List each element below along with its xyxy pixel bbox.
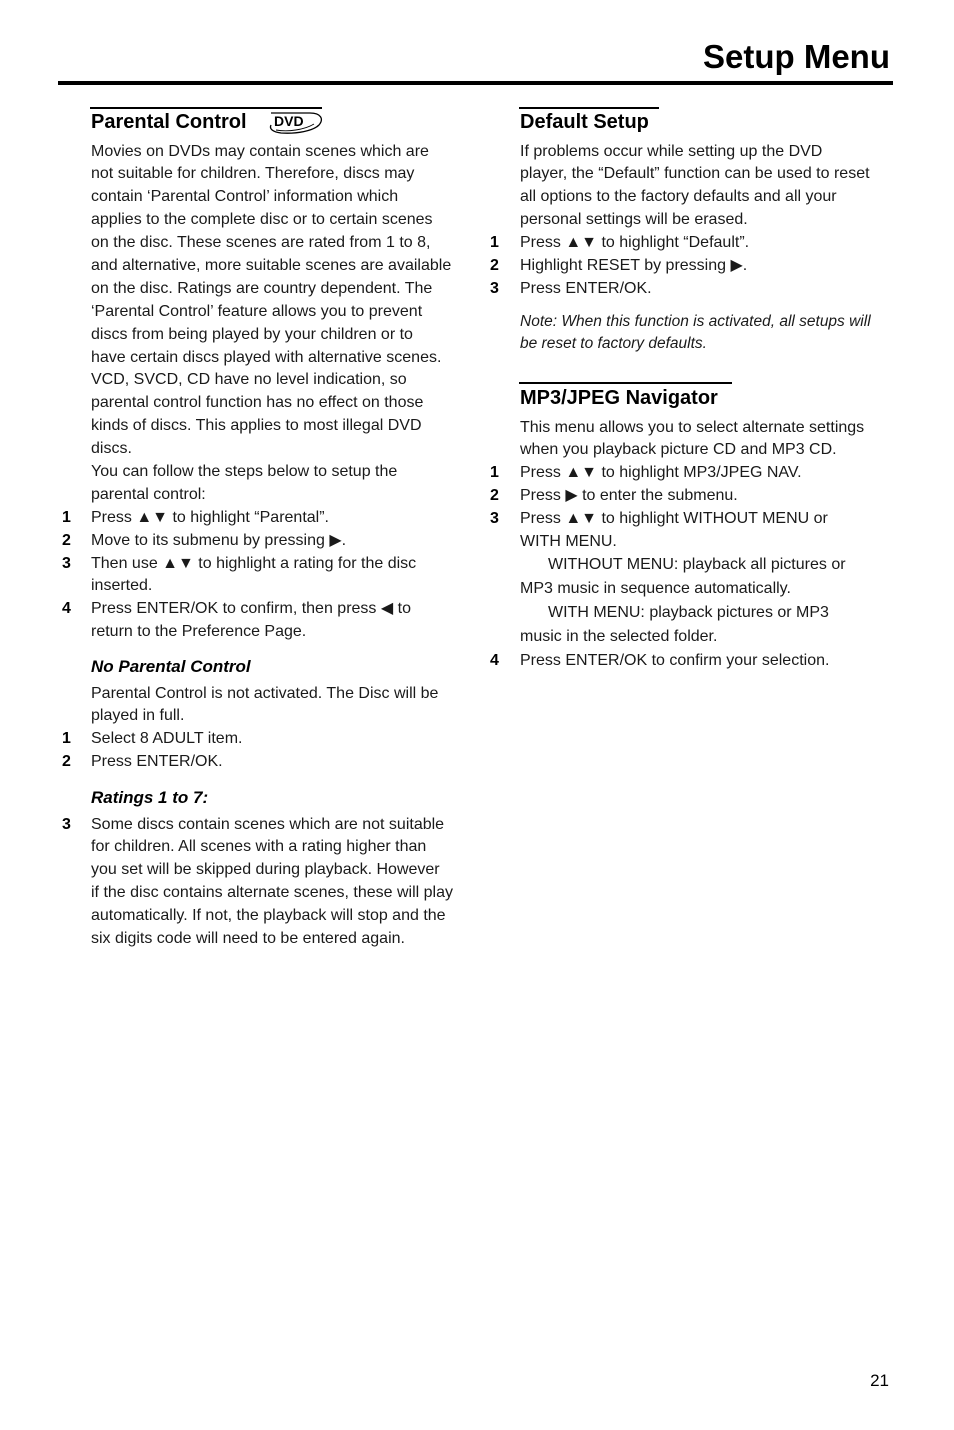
step-number: 3 bbox=[490, 279, 499, 297]
text-line: if the disc contains alternate scenes, these will play bbox=[91, 884, 453, 902]
text-line: If problems occur while setting up the DVD bbox=[520, 142, 823, 160]
step-number: 4 bbox=[62, 600, 71, 618]
step-item bbox=[490, 232, 910, 255]
text-line: applies to the complete disc or to certain scenes bbox=[91, 211, 433, 229]
text-line: contain ‘Parental Control’ information which bbox=[91, 188, 399, 206]
ratings-body bbox=[62, 814, 482, 951]
text-line: WITHOUT MENU: playback all pictures or bbox=[548, 556, 846, 573]
text-line: Press ▲▼ to highlight MP3/JPEG NAV. bbox=[520, 464, 802, 482]
subheading-no-parental-control: No Parental Control bbox=[91, 656, 251, 676]
text-line: six digits code will need to be entered again. bbox=[91, 929, 405, 947]
step-text bbox=[91, 553, 416, 599]
section-rule bbox=[90, 107, 322, 109]
text-line: ‘Parental Control’ feature allows you to prevent bbox=[91, 302, 423, 320]
step-number: 2 bbox=[62, 753, 71, 771]
text-line: Press ▲▼ to highlight “Default”. bbox=[520, 234, 750, 252]
text-line: for children. All scenes with a rating higher than bbox=[91, 838, 427, 856]
text-line: automatically. If not, the playback will stop and the bbox=[91, 907, 446, 925]
text-line: music in the selected folder. bbox=[520, 628, 718, 645]
intro-paragraph bbox=[490, 141, 910, 233]
page-title: Setup Menu bbox=[703, 38, 890, 75]
text-line: have certain discs played with alternative scenes. bbox=[91, 348, 442, 366]
step-text bbox=[520, 508, 828, 554]
step-text bbox=[520, 255, 747, 278]
step-number: 3 bbox=[490, 510, 499, 528]
text-line: and alternative, more suitable scenes are available bbox=[91, 256, 452, 274]
text-line: return to the Preference Page. bbox=[91, 623, 307, 641]
step-text bbox=[91, 598, 411, 644]
step-text bbox=[520, 278, 652, 301]
text-line: on the disc. Ratings are country dependent. The bbox=[91, 279, 433, 297]
step-text bbox=[520, 485, 738, 508]
text-line: not suitable for children. Therefore, discs may bbox=[91, 165, 415, 183]
step-number: 1 bbox=[62, 508, 71, 526]
step-item bbox=[62, 814, 482, 951]
no-parental-body bbox=[62, 683, 482, 775]
option-without-menu bbox=[490, 553, 910, 601]
text-line: Some discs contain scenes which are not suitable bbox=[91, 815, 445, 833]
step-item bbox=[62, 728, 482, 751]
text-line: Press ▶ to enter the submenu. bbox=[520, 487, 738, 505]
text-line: parental control function has no effect on those bbox=[91, 394, 424, 412]
text-line: Press ENTER/OK to confirm, then press ◀ to bbox=[91, 600, 411, 618]
page-number: 21 bbox=[870, 1371, 889, 1390]
parental-control-body bbox=[62, 141, 482, 645]
step-number: 3 bbox=[62, 815, 71, 833]
step-item bbox=[490, 278, 910, 301]
text-line: Movies on DVDs may contain scenes which are bbox=[91, 142, 429, 160]
step-text bbox=[520, 649, 829, 673]
text-line: VCD, SVCD, CD have no level indication, so bbox=[91, 371, 407, 389]
text-line: Press ▲▼ to highlight WITHOUT MENU or bbox=[520, 510, 828, 528]
text-line: parental control: bbox=[91, 485, 206, 503]
text-line: This menu allows you to select alternate settings bbox=[520, 418, 865, 436]
text-line: Parental Control is not activated. The Disc will be bbox=[91, 684, 439, 702]
step-text bbox=[520, 462, 802, 485]
text-line: Note: When this function is activated, all setups will bbox=[520, 313, 871, 330]
step-text bbox=[91, 728, 242, 751]
text-line: WITH MENU. bbox=[520, 532, 617, 550]
step-number: 3 bbox=[62, 554, 71, 572]
default-setup-body bbox=[490, 141, 910, 301]
section-heading-parental-control: Parental Control bbox=[91, 111, 247, 133]
step-item bbox=[62, 751, 482, 774]
text-line: MP3 music in sequence automatically. bbox=[520, 580, 791, 597]
text-line: inserted. bbox=[91, 577, 153, 595]
step-number: 4 bbox=[490, 652, 499, 669]
dvd-logo-text: DVD bbox=[274, 113, 304, 129]
section-heading-mp3-jpeg: MP3/JPEG Navigator bbox=[520, 387, 718, 409]
step-text bbox=[91, 814, 453, 951]
intro-paragraph bbox=[62, 141, 482, 507]
mp3-jpeg-options bbox=[490, 553, 910, 673]
text-line: all options to the factory defaults and all your bbox=[520, 188, 837, 206]
step-item bbox=[62, 553, 482, 599]
note bbox=[520, 311, 940, 355]
step-number: 1 bbox=[62, 730, 71, 748]
text-line: WITH MENU: playback pictures or MP3 bbox=[548, 604, 829, 621]
text-line: played in full. bbox=[91, 707, 185, 725]
step-number: 1 bbox=[490, 464, 499, 482]
section-rule bbox=[519, 382, 732, 384]
paragraph bbox=[62, 683, 482, 729]
step-text bbox=[91, 530, 346, 553]
step-number: 2 bbox=[490, 256, 499, 274]
intro-paragraph bbox=[490, 417, 910, 463]
text-line: be reset to factory defaults. bbox=[520, 335, 707, 352]
header-rule bbox=[58, 81, 893, 85]
step-item bbox=[490, 462, 910, 485]
subheading-ratings: Ratings 1 to 7: bbox=[91, 787, 209, 807]
step-number: 1 bbox=[490, 234, 499, 252]
option-with-menu bbox=[490, 601, 910, 649]
step-text bbox=[91, 751, 223, 774]
step-text bbox=[91, 507, 329, 530]
text-line: you set will be skipped during playback. However bbox=[91, 861, 440, 879]
text-line: personal settings will be erased. bbox=[520, 211, 748, 229]
step-text bbox=[520, 232, 749, 255]
text-line: player, the “Default” function can be used to reset bbox=[520, 165, 870, 183]
text-line: Select 8 ADULT item. bbox=[91, 730, 243, 748]
text-line: discs. bbox=[91, 440, 132, 458]
text-line: Press ENTER/OK. bbox=[520, 279, 652, 297]
text-line: Press ENTER/OK. bbox=[91, 753, 223, 771]
text-line: kinds of discs. This applies to most illegal DVD bbox=[91, 417, 422, 435]
text-line: Highlight RESET by pressing ▶. bbox=[520, 256, 748, 274]
step-item bbox=[62, 507, 482, 530]
step-number: 2 bbox=[62, 531, 71, 549]
step-number: 2 bbox=[490, 487, 499, 505]
text-line: when you playback picture CD and MP3 CD. bbox=[520, 441, 837, 459]
step-item bbox=[490, 508, 910, 554]
text-line: on the disc. These scenes are rated from 1 to 8, bbox=[91, 234, 431, 252]
step-item bbox=[62, 530, 482, 553]
section-rule bbox=[519, 107, 659, 109]
text-line: discs from being played by your children or to bbox=[91, 325, 413, 343]
text-line: Move to its submenu by pressing ▶. bbox=[91, 531, 347, 549]
text-line: Press ENTER/OK to confirm your selection. bbox=[520, 652, 830, 669]
step-item bbox=[490, 485, 910, 508]
dvd-logo-icon bbox=[266, 110, 324, 137]
text-line: Then use ▲▼ to highlight a rating for the disc bbox=[91, 554, 417, 572]
step-item bbox=[490, 649, 910, 673]
text-line: You can follow the steps below to setup the bbox=[91, 462, 398, 480]
step-item bbox=[62, 598, 482, 644]
step-item bbox=[490, 255, 910, 278]
mp3-jpeg-body bbox=[490, 417, 910, 554]
text-line: Press ▲▼ to highlight “Parental”. bbox=[91, 508, 329, 526]
section-heading-default-setup: Default Setup bbox=[520, 111, 649, 133]
